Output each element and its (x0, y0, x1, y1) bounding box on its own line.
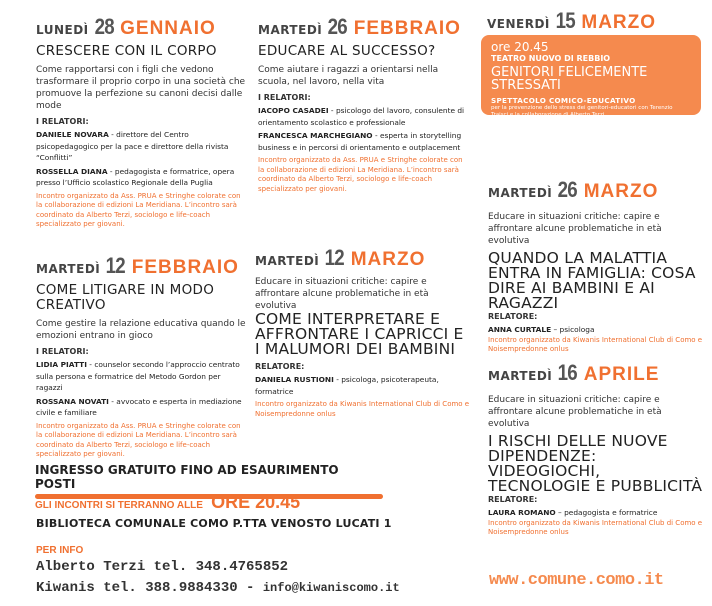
speaker-role: - psicologa, psicoterapeuta, formatrice (255, 375, 439, 396)
event-venue: TEATRO NUOVO DI REBBIO (491, 54, 611, 63)
day-number: 16 (557, 360, 578, 385)
event-subtitle: Educare in situazioni critiche: capire e affrontare alcune problematiche in età evolutiva (488, 212, 662, 246)
event-title: CRESCERE CON IL CORPO (36, 43, 217, 59)
free-entry-text: INGRESSO GRATUITO FINO AD ESAURIMENTO POSTI (35, 463, 339, 491)
speaker (255, 374, 470, 397)
month: MARZO (350, 249, 426, 270)
month: GENNAIO (120, 18, 216, 39)
event-title: QUANDO LA MALATTIA ENTRA IN FAMIGLIA: COSA DIRE AI BAMBINI E AI RAGAZZI (488, 249, 696, 312)
event-subtitle: Come rapportarsi con i figli che vedono trasformare il proprio corpo in una società che promuove la perfezione su canoni decisi dalle mode (36, 65, 246, 111)
meeting-lead: GLI INCONTRI SI TERRANNO ALLE (35, 500, 203, 511)
speaker-role: - psicologo del lavoro, consulente di orientamento scolastico e professionale (258, 106, 465, 127)
speaker-name: FRANCESCA MARCHEGIANO (258, 131, 373, 140)
event-subtitle: Come aiutare i ragazzi a orientarsi nella scuola, nel lavoro, nella vita (258, 65, 439, 87)
event-subtitle: Educare in situazioni critiche: capire e affrontare alcune problematiche in età evolutiva (488, 395, 662, 429)
speakers-label: I RELATORI: (258, 93, 311, 102)
organizer-note: Incontro organizzato da Kiwanis International Club di Como e Noisempredonne onlus (255, 400, 470, 418)
day-number: 26 (327, 14, 348, 39)
speakers-label: RELATORE: (488, 312, 538, 321)
event-15-marzo (487, 8, 697, 34)
event-date (36, 14, 246, 40)
speaker-role: - avvocato e esperta in mediazione civile e familiare (36, 396, 242, 417)
day-number: 15 (555, 8, 575, 33)
day-number: 28 (94, 14, 114, 39)
speaker-role: - esperta in storytelling business e in percorsi di orientamento e outplacement (258, 131, 462, 152)
speaker-name: DANIELE NOVARA (36, 130, 109, 139)
speaker (258, 105, 468, 128)
event-kind: SPETTACOLO COMICO-EDUCATIVO (491, 96, 636, 105)
event-28-gennaio (36, 14, 246, 230)
event-title: I RISCHI DELLE NUOVE DIPENDENZE: VIDEOGIOCHI, TECNOLOGIE E PUBBLICITÀ (488, 432, 703, 495)
speaker-name: DANIELA RUSTIONI (255, 375, 334, 384)
event-26-marzo (488, 177, 703, 355)
event-26-febbraio (258, 14, 468, 194)
event-12-marzo (255, 245, 470, 419)
speaker-name: LIDIA PIATTI (36, 360, 87, 369)
organizer-note: Incontro organizzato da Ass. PRUA e Stringhe colorate con la collaborazione di edizioni La Meridiana. L’incontro sarà coordinato da Alberto Terzi, sociologo e life-coach specializzato per giovani. (36, 421, 241, 458)
weekday: MARTEDÌ (258, 23, 323, 37)
speaker (36, 129, 246, 164)
day-number: 12 (105, 253, 126, 278)
contact-kiwanis (36, 580, 400, 596)
speaker-name: ROSSANA NOVATI (36, 396, 109, 406)
speaker (36, 396, 246, 419)
speaker (36, 359, 246, 394)
weekday: LUNEDÌ (36, 23, 89, 37)
venue-address: BIBLIOTECA COMUNALE COMO P.TTA VENOSTO LUCATI 1 (36, 517, 392, 530)
event-date (487, 8, 697, 34)
organizer-note: Incontro organizzato da Kiwanis International Club di Como e Noisempredonne onlus (488, 335, 703, 353)
event-title: GENITORI FELICEMENTE STRESSATI (491, 65, 648, 93)
speaker-name: IACOPO CASADEI (258, 106, 329, 115)
event-subtitle: Come gestire la relazione educativa quando le emozioni entrano in gioco (36, 319, 246, 341)
month: APRILE (583, 364, 660, 385)
event-12-febbraio (36, 253, 246, 460)
event-subtitle: Educare in situazioni critiche: capire e affrontare alcune problematiche in età evolutiva (255, 277, 429, 311)
speaker-role: - direttore del Centro psicopedagogico per la pace e direttore della rivista “Conflitti” (36, 130, 229, 162)
weekday: MARTEDÌ (36, 262, 101, 276)
weekday: MARTEDÌ (488, 369, 553, 383)
organizer-note: Incontro organizzato da Ass. PRUA e Stringhe colorate con la collaborazione di edizioni La Meridiana. L’incontro sarà coordinato da Alberto Terzi, sociologo e life-coach specializzato per giovani. (36, 191, 241, 228)
day-number: 12 (324, 245, 345, 270)
event-title: EDUCARE AL SUCCESSO? (258, 43, 436, 59)
contact-kiwanis-phone: Kiwanis tel. 388.9884330 - (36, 580, 263, 596)
month: MARZO (583, 181, 659, 202)
speaker (488, 324, 703, 336)
contact-terzi: Alberto Terzi tel. 348.4765852 (36, 559, 289, 575)
speaker-role: - counselor secondo l’approccio centrato sulla persona e formatrice del Metodo Gordon per ragazzi (36, 360, 240, 392)
event-title: COME LITIGARE IN MODO CREATIVO (36, 282, 215, 313)
weekday: MARTEDÌ (255, 254, 320, 268)
speaker-role: – pedagogista e formatrice (555, 508, 658, 517)
day-number: 26 (557, 177, 578, 202)
speaker-name: LAURA ROMANO (488, 508, 556, 517)
event-description: per la prevenzione dello stress dei genitori-educatori con Terenzio Traisci e la collaborazione di Alberto Terzi (491, 105, 673, 118)
organizer-note: Incontro organizzato da Kiwanis International Club di Como e Noisempredonne onlus (488, 518, 703, 536)
meeting-time-line (35, 492, 300, 513)
meeting-time: ORE 20.45 (211, 492, 301, 512)
speaker-name: ROSSELLA DIANA (36, 166, 108, 176)
speakers-label: I RELATORI: (36, 117, 89, 126)
speakers-label: RELATORE: (255, 362, 305, 371)
highlight-box (481, 35, 701, 118)
speakers-label: RELATORE: (488, 495, 538, 504)
event-title: COME INTERPRETARE E AFFRONTARE I CAPRICCI E I MALUMORI DEI BAMBINI (255, 310, 464, 358)
speaker-role: - pedagogista e formatrice, opera presso l’Ufficio scolastico Regionale della Puglia (36, 166, 235, 187)
website-link[interactable]: www.comune.como.it (489, 571, 664, 590)
month: FEBBRAIO (131, 257, 239, 278)
info-label: PER INFO (36, 545, 84, 556)
event-date (36, 253, 246, 279)
speaker-name: ANNA CURTALE (488, 325, 552, 334)
speaker (488, 507, 703, 519)
event-time: ore 20.45 (491, 40, 549, 54)
speakers-label: I RELATORI: (36, 347, 89, 356)
month: FEBBRAIO (353, 18, 461, 39)
event-16-aprile (488, 360, 703, 538)
event-date (255, 245, 470, 271)
month: MARZO (581, 12, 657, 33)
speaker (36, 166, 246, 189)
weekday: VENERDÌ (487, 17, 550, 31)
event-date (258, 14, 468, 40)
email-link[interactable]: info@kiwaniscomo.it (262, 581, 400, 595)
organizer-note: Incontro organizzato da Ass. PRUA e Stringhe colorate con la collaborazione di edizioni La Meridiana. L’incontro sarà coordinato da Alberto Terzi, sociologo e life-coach specializzato per giovani. (258, 156, 463, 193)
weekday: MARTEDÌ (488, 186, 553, 200)
speaker-role: – psicologa (551, 325, 595, 334)
event-date (488, 177, 703, 203)
event-date (488, 360, 703, 386)
speaker (258, 130, 468, 153)
